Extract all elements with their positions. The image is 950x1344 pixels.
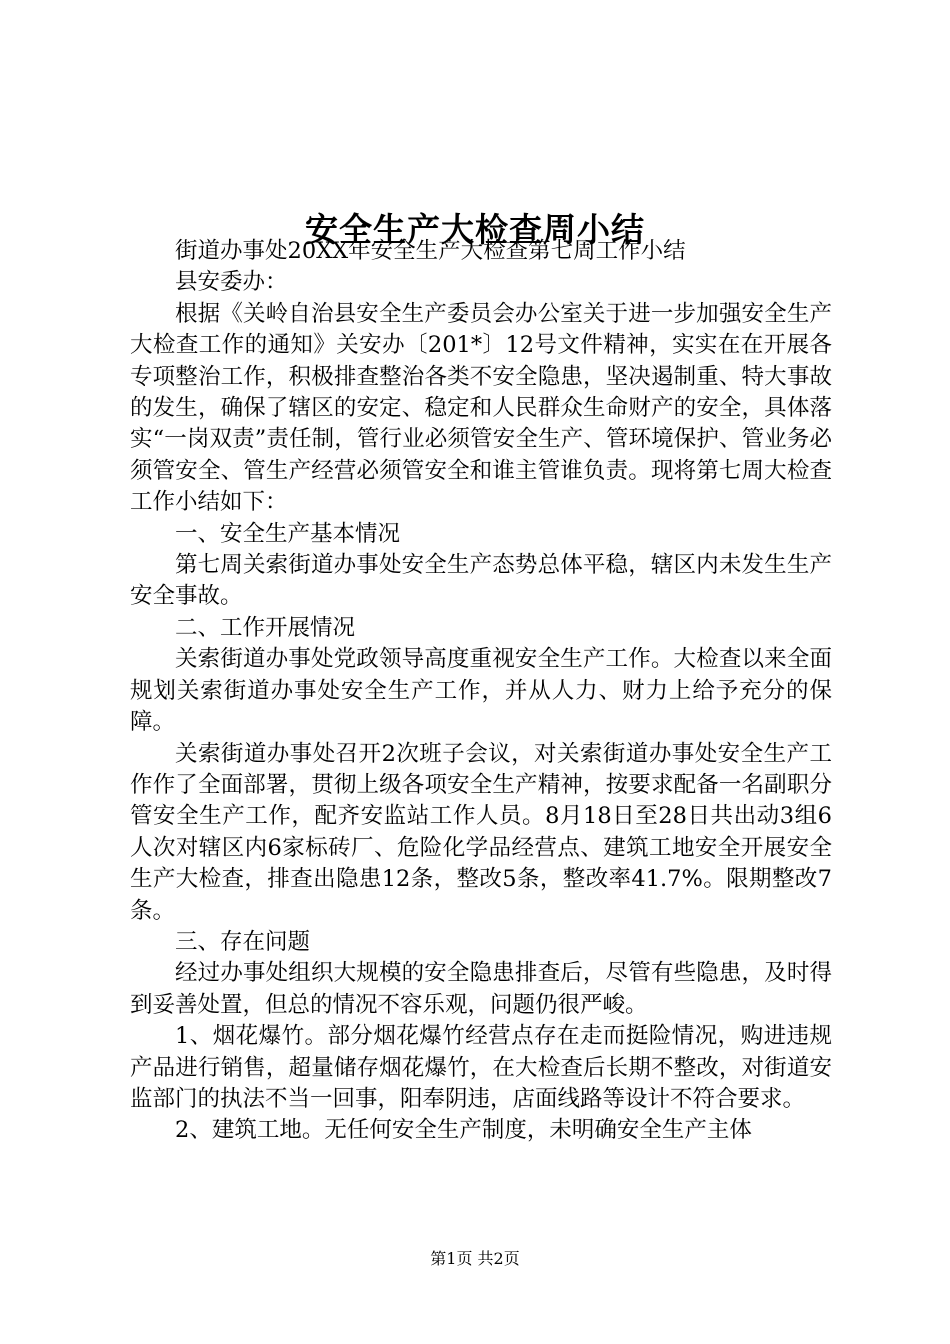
- body-paragraph: 关索街道办事处召开2次班子会议，对关索街道办事处安全生产工作作了全面部署，贯彻上级各项安全生产精神，按要求配备一名副职分管安全生产工作，配齐安监站工作人员。8月18日至28日共出动3组6人次对辖区内6家标砖厂、危险化学品经营点、建筑工地安全开展安全生产大检查，排查出隐患12条，整改5条，整改率41.7%。限期整改7条。: [130, 740, 832, 924]
- page-number: 第1页: [430, 1249, 473, 1268]
- body-paragraph: 关索街道办事处党政领导高度重视安全生产工作。大检查以来全面规划关索街道办事处安全生产工作，并从人力、财力上给予充分的保障。: [130, 646, 832, 736]
- body-paragraph: 经过办事处组织大规模的安全隐患排查后，尽管有些隐患，及时得到妥善处置，但总的情况不容乐观，问题仍很严峻。: [130, 960, 832, 1018]
- body-paragraph: 第七周关索街道办事处安全生产态势总体平稳，辖区内未发生生产安全事故。: [130, 552, 832, 610]
- body-paragraph: 街道办事处20XX年安全生产大检查第七周工作小结: [175, 238, 686, 264]
- section-heading: 二、工作开展情况: [175, 614, 356, 641]
- section-heading: 三、存在问题: [175, 928, 311, 955]
- page-footer: [0, 1247, 950, 1271]
- page-total: 共2页: [477, 1249, 520, 1268]
- body-paragraph: 根据《关岭自治县安全生产委员会办公室关于进一步加强安全生产大检查工作的通知》关安办〔201*〕12号文件精神，实实在在开展各专项整治工作，积极排查整治各类不安全隐患，坚决遏制重、特大事故的发生，确保了辖区的安定、稳定和人民群众生命财产的安全，具体落实“一岗双责”责任制，管行业必须管安全生产、管环境保护、管业务必须管安全、管生产经营必须管安全和谁主管谁负责。现将第七周大检查工作小结如下：: [130, 300, 832, 516]
- body-paragraph: 1、烟花爆竹。部分烟花爆竹经营点存在走而挺险情况，购进违规产品进行销售，超量储存烟花爆竹，在大检查后长期不整改，对街道安监部门的执法不当一回事，阳奉阴违，店面线路等设计不符合要求。: [130, 1023, 832, 1112]
- section-heading: 一、安全生产基本情况: [175, 520, 401, 547]
- body-paragraph: 2、建筑工地。无任何安全生产制度，未明确安全生产主体: [175, 1117, 752, 1144]
- document-body: [130, 236, 832, 1147]
- document-title: 安全生产大检查周小结: [305, 210, 645, 250]
- body-paragraph: 县安委办：: [175, 269, 288, 296]
